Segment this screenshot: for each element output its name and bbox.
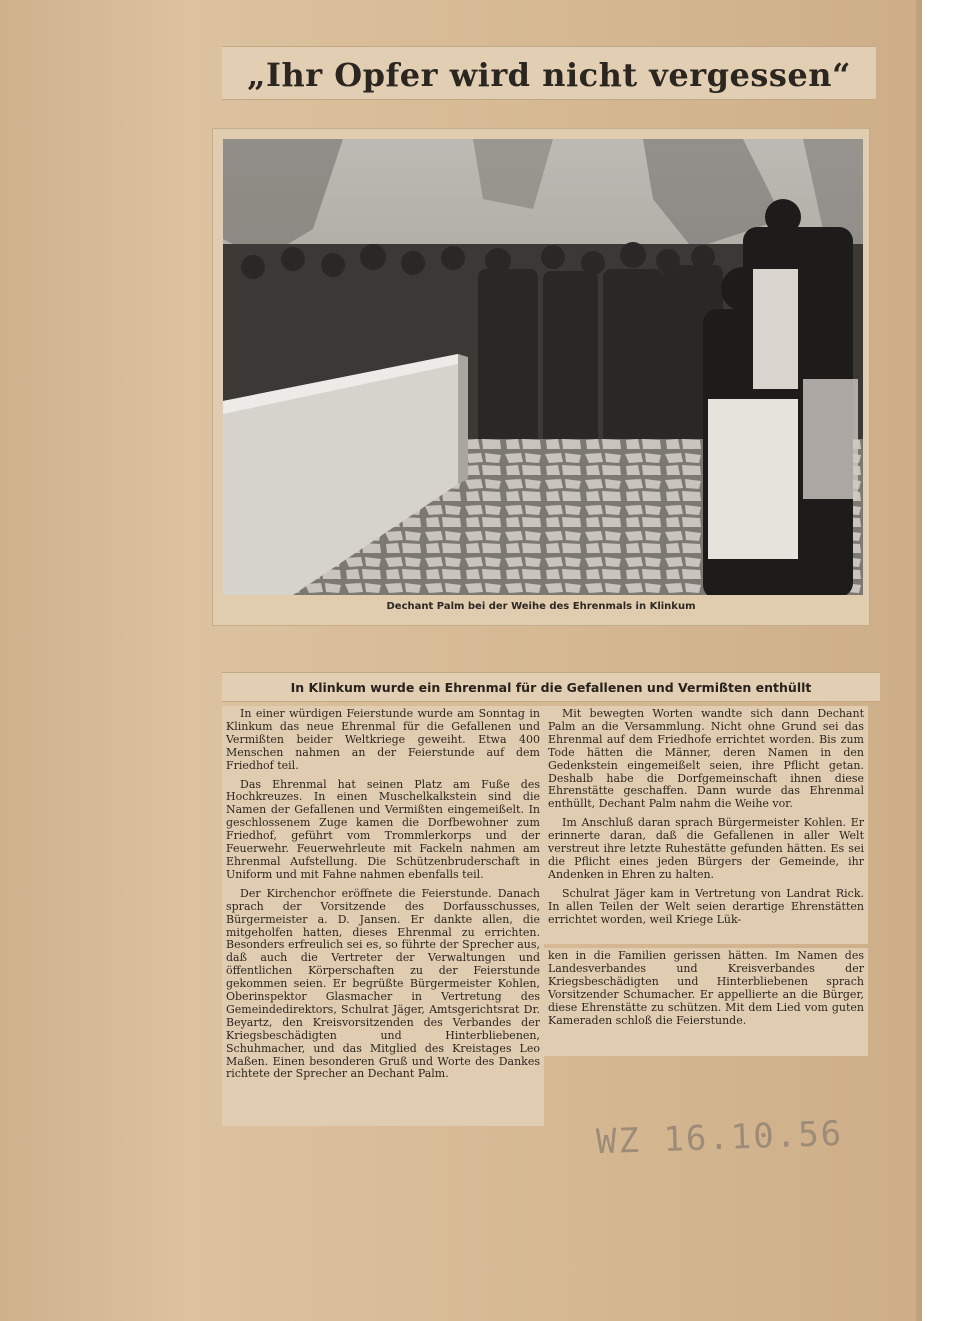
photo-clipping xyxy=(212,128,870,626)
photo-caption: Dechant Palm bei der Weihe des Ehrenmals in Klinkum xyxy=(386,601,696,612)
headline: „Ihr Opfer wird nicht vergessen“ xyxy=(247,56,851,94)
article-clipping xyxy=(222,672,882,1126)
article-column-left xyxy=(222,706,544,1126)
article-subhead-box xyxy=(222,672,880,702)
paragraph: In einer würdigen Feierstunde wurde am Sonntag in Klinkum das neue Ehrenmal für die Gefallenen und Vermißten beider Weltkriege geweiht. Etwa 400 Menschen nahmen an der Feierstunde auf dem Friedhof teil. xyxy=(226,707,540,772)
headline-clipping xyxy=(222,46,876,100)
article-column-right-bottom xyxy=(544,948,868,1056)
article-column-right-top xyxy=(544,706,868,944)
paragraph: Mit bewegten Worten wandte sich dann Dechant Palm an die Versammlung. Nicht ohne Grund sei das Ehrenmal auf dem Friedhofe errichtet worden. Bis zum Tode hätten die Männer, deren Namen in den Gedenkstein eingemeißelt seien, ihre Pflicht getan. Deshalb habe die Dorfgemeinschaft ihnen diese Ehrenstätte geschaffen. Dann wurde das Ehrenmal enthüllt, Dechant Palm nahm die Weihe vor. xyxy=(548,707,864,811)
paragraph: Im Anschluß daran sprach Bürgermeister Kohlen. Er erinnerte daran, daß die Gefallenen in aller Welt verstreut ihre letzte Ruhestätte gefunden hätten. Es sei die Pflicht eines jeden Bürgers der Gemeinde, ihr Andenken in Ehren zu halten. xyxy=(548,816,864,881)
paragraph: Das Ehrenmal hat seinen Platz am Fuße des Hochkreuzes. In einen Muschelkalkstein sind die Namen der Gefallenen und Vermißten eingemeißelt. In geschlossenem Zuge kamen die Dorfbewohner zum Friedhof, geführt vom Trommlerkorps und der Feuerwehr. Feuerwehrleute mit Fackeln nahmen am Ehrenmal Aufstellung. Die Schützenbruderschaft in Uniform und mit Fahne nahmen ebenfalls teil. xyxy=(226,777,540,881)
paragraph: ken in die Familien gerissen hätten. Im Namen des Landesverbandes und Kreisverbandes der Kriegsbeschädigten und Hinterbliebenen sprach Vorsitzender Schumacher. Er appellierte an die Bürger, diese Ehrenstätte zu schützen. Mit dem Lied vom guten Kameraden schloß die Feierstunde. xyxy=(548,949,864,1027)
ceremony-photo xyxy=(223,139,863,595)
paragraph: Schulrat Jäger kam in Vertretung von Landrat Rick. In allen Teilen der Welt seien derartige Ehrenstätten errichtet worden, weil Kriege Lük- xyxy=(548,886,864,926)
ceremony-photo-illustration xyxy=(223,139,863,595)
page-edge xyxy=(916,0,922,1321)
article-subhead: In Klinkum wurde ein Ehrenmal für die Gefallenen und Vermißten enthüllt xyxy=(290,679,812,695)
handwritten-date-note: WZ 16.10.56 xyxy=(595,1113,844,1163)
paragraph: Der Kirchenchor eröffnete die Feierstunde. Danach sprach der Vorsitzende des Dorfausschusses, Bürgermeister a. D. Jansen. Er dankte allen, die mitgeholfen hatten, dieses Ehrenmal zu errichten. Besonders erfreulich sei es, so führte der Sprecher aus, daß auch die Vertreter der Verwaltungen und öffentlichen Körperschaften zu der Feierstunde gekommen seien. Er begrüßte Bürgermeister Kohlen, Oberinspektor Glasmacher in Vertretung des Gemeindedirektors, Schulrat Jäger, Amtsgerichtsrat Dr. Beyartz, den Kreisvorsitzenden des Verbandes der Kriegsbeschädigten und Hinterbliebenen, Schuhmacher, und das Mitglied des Kreistages Leo Maßen. Einen besonderen Gruß und Worte des Dankes richtete der Sprecher an Dechant Palm. xyxy=(226,886,540,1081)
